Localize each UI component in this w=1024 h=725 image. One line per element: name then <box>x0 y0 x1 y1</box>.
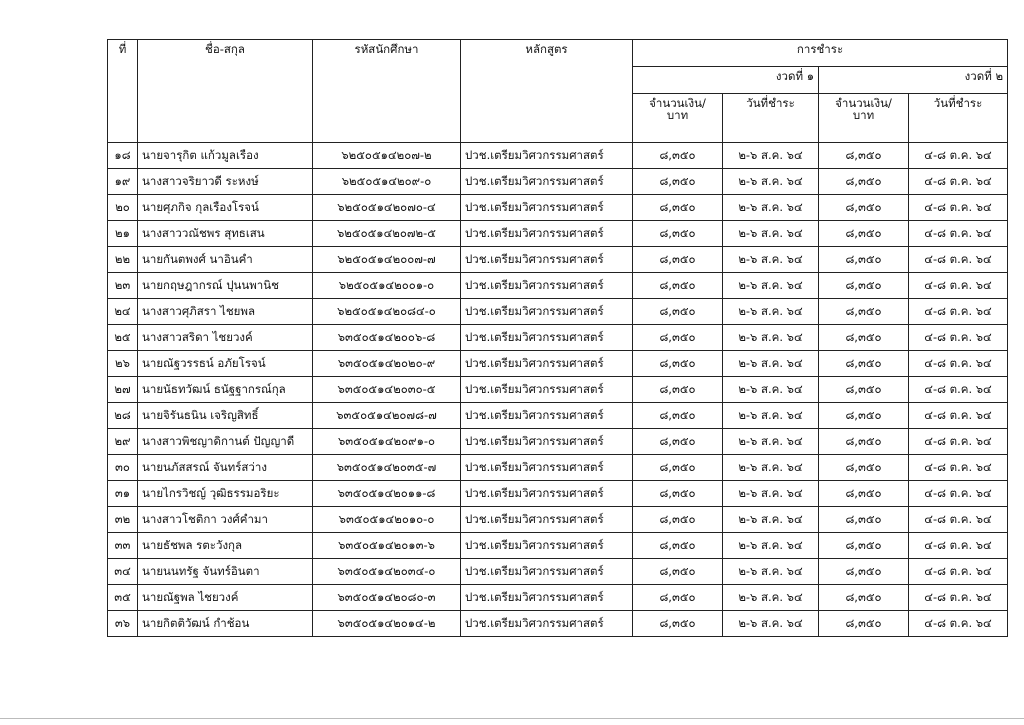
student-name: นายจารุกิต แก้วมูลเรือง <box>138 143 313 169</box>
row-number: ๒๑ <box>108 221 138 247</box>
payment-table <box>107 39 1008 637</box>
row-number: ๓๑ <box>108 481 138 507</box>
student-name: นายนภัสสรณ์ จันทร์สว่าง <box>138 455 313 481</box>
table-row <box>108 325 1008 351</box>
course-name: ปวช.เตรียมวิศวกรรมศาสตร์ <box>461 169 633 195</box>
table-row <box>108 455 1008 481</box>
student-id: ๖๓๕๐๕๑๔๒๐๐๖-๘ <box>313 325 461 351</box>
student-name: นายกิตติวัฒน์ กำช้อน <box>138 611 313 637</box>
installment-1-date: ๒-๖ ส.ค. ๖๔ <box>723 247 819 273</box>
installment-1-amount: ๘,๓๕๐ <box>633 481 723 507</box>
installment-2-amount: ๘,๓๕๐ <box>819 143 909 169</box>
student-name: นายกฤษฎากรณ์ ปุนนพานิช <box>138 273 313 299</box>
installment-2-date: ๔-๘ ต.ค. ๖๔ <box>909 585 1008 611</box>
course-name: ปวช.เตรียมวิศวกรรมศาสตร์ <box>461 507 633 533</box>
row-number: ๒๖ <box>108 351 138 377</box>
header-student-id: รหัสนักศึกษา <box>313 40 461 143</box>
installment-1-amount: ๘,๓๕๐ <box>633 533 723 559</box>
installment-2-date: ๔-๘ ต.ค. ๖๔ <box>909 481 1008 507</box>
student-name: นายกันตพงศ์ นาอินคำ <box>138 247 313 273</box>
student-id: ๖๒๕๐๕๑๔๒๐๗๒-๕ <box>313 221 461 247</box>
row-number: ๓๔ <box>108 559 138 585</box>
course-name: ปวช.เตรียมวิศวกรรมศาสตร์ <box>461 351 633 377</box>
course-name: ปวช.เตรียมวิศวกรรมศาสตร์ <box>461 533 633 559</box>
student-id: ๖๓๕๐๕๑๔๒๐๒๐-๙ <box>313 351 461 377</box>
student-name: นายธัชพล รตะวังกุล <box>138 533 313 559</box>
student-name: นางสาวโชติกา วงศ์คำมา <box>138 507 313 533</box>
student-id: ๖๓๕๐๕๑๔๒๐๑๐-๐ <box>313 507 461 533</box>
student-id: ๖๓๕๐๕๑๔๒๐๑๔-๒ <box>313 611 461 637</box>
table-row <box>108 299 1008 325</box>
installment-2-date: ๔-๘ ต.ค. ๖๔ <box>909 429 1008 455</box>
student-name: นายนัธทวัฒน์ ธนัฐฐากรณ์กุล <box>138 377 313 403</box>
student-id: ๖๓๕๐๕๑๔๒๐๙๑-๐ <box>313 429 461 455</box>
installment-1-date: ๒-๖ ส.ค. ๖๔ <box>723 299 819 325</box>
course-name: ปวช.เตรียมวิศวกรรมศาสตร์ <box>461 325 633 351</box>
installment-1-amount: ๘,๓๕๐ <box>633 559 723 585</box>
student-id: ๖๒๕๐๕๑๔๒๐๘๔-๐ <box>313 299 461 325</box>
installment-1-date: ๒-๖ ส.ค. ๖๔ <box>723 533 819 559</box>
student-name: นางสาวสริดา ไชยวงค์ <box>138 325 313 351</box>
installment-2-amount: ๘,๓๕๐ <box>819 481 909 507</box>
installment-2-date: ๔-๘ ต.ค. ๖๔ <box>909 559 1008 585</box>
installment-2-date: ๔-๘ ต.ค. ๖๔ <box>909 455 1008 481</box>
table-row <box>108 585 1008 611</box>
student-id: ๖๒๕๐๕๑๔๒๐๗-๒ <box>313 143 461 169</box>
header-date-1: วันที่ชำระ <box>723 94 819 143</box>
table-row <box>108 169 1008 195</box>
student-name: นายไกรวิชญ์ วุฒิธรรมอริยะ <box>138 481 313 507</box>
installment-1-date: ๒-๖ ส.ค. ๖๔ <box>723 169 819 195</box>
header-name: ชื่อ-สกุล <box>138 40 313 143</box>
table-row <box>108 559 1008 585</box>
installment-1-amount: ๘,๓๕๐ <box>633 455 723 481</box>
student-id: ๖๒๕๐๕๑๔๒๐๐๑-๐ <box>313 273 461 299</box>
installment-2-amount: ๘,๓๕๐ <box>819 273 909 299</box>
course-name: ปวช.เตรียมวิศวกรรมศาสตร์ <box>461 299 633 325</box>
installment-2-amount: ๘,๓๕๐ <box>819 351 909 377</box>
installment-1-amount: ๘,๓๕๐ <box>633 143 723 169</box>
course-name: ปวช.เตรียมวิศวกรรมศาสตร์ <box>461 611 633 637</box>
installment-1-amount: ๘,๓๕๐ <box>633 169 723 195</box>
student-id: ๖๓๕๐๕๑๔๒๐๑๑-๘ <box>313 481 461 507</box>
installment-1-amount: ๘,๓๕๐ <box>633 247 723 273</box>
installment-1-date: ๒-๖ ส.ค. ๖๔ <box>723 351 819 377</box>
row-number: ๓๒ <box>108 507 138 533</box>
installment-2-date: ๔-๘ ต.ค. ๖๔ <box>909 195 1008 221</box>
table-row <box>108 611 1008 637</box>
student-name: นายณัฐวรรธน์ อภัยโรจน์ <box>138 351 313 377</box>
row-number: ๒๘ <box>108 403 138 429</box>
installment-2-date: ๔-๘ ต.ค. ๖๔ <box>909 273 1008 299</box>
installment-1-date: ๒-๖ ส.ค. ๖๔ <box>723 585 819 611</box>
installment-2-date: ๔-๘ ต.ค. ๖๔ <box>909 299 1008 325</box>
course-name: ปวช.เตรียมวิศวกรรมศาสตร์ <box>461 455 633 481</box>
row-number: ๑๘ <box>108 143 138 169</box>
installment-2-amount: ๘,๓๕๐ <box>819 611 909 637</box>
row-number: ๒๗ <box>108 377 138 403</box>
installment-2-amount: ๘,๓๕๐ <box>819 533 909 559</box>
installment-2-amount: ๘,๓๕๐ <box>819 169 909 195</box>
installment-2-amount: ๘,๓๕๐ <box>819 403 909 429</box>
installment-1-amount: ๘,๓๕๐ <box>633 585 723 611</box>
table-row <box>108 221 1008 247</box>
student-name: นายศุภกิจ กุลเรืองโรจน์ <box>138 195 313 221</box>
installment-1-date: ๒-๖ ส.ค. ๖๔ <box>723 507 819 533</box>
row-number: ๒๙ <box>108 429 138 455</box>
installment-1-amount: ๘,๓๕๐ <box>633 429 723 455</box>
installment-2-date: ๔-๘ ต.ค. ๖๔ <box>909 247 1008 273</box>
table-row <box>108 481 1008 507</box>
installment-2-amount: ๘,๓๕๐ <box>819 377 909 403</box>
installment-2-date: ๔-๘ ต.ค. ๖๔ <box>909 533 1008 559</box>
student-id: ๖๓๕๐๕๑๔๒๐๘๐-๓ <box>313 585 461 611</box>
header-amount-1: จำนวนเงิน/ บาท <box>633 94 723 143</box>
installment-2-date: ๔-๘ ต.ค. ๖๔ <box>909 377 1008 403</box>
table-row <box>108 403 1008 429</box>
installment-1-date: ๒-๖ ส.ค. ๖๔ <box>723 611 819 637</box>
table-row <box>108 377 1008 403</box>
course-name: ปวช.เตรียมวิศวกรรมศาสตร์ <box>461 143 633 169</box>
installment-1-date: ๒-๖ ส.ค. ๖๔ <box>723 195 819 221</box>
footer-divider <box>0 718 1024 720</box>
student-name: นางสาววณัชพร สุทธเสน <box>138 221 313 247</box>
student-id: ๖๓๕๐๕๑๔๒๐๑๓-๖ <box>313 533 461 559</box>
table-row <box>108 195 1008 221</box>
installment-2-amount: ๘,๓๕๐ <box>819 195 909 221</box>
installment-1-amount: ๘,๓๕๐ <box>633 273 723 299</box>
installment-1-amount: ๘,๓๕๐ <box>633 325 723 351</box>
installment-1-date: ๒-๖ ส.ค. ๖๔ <box>723 273 819 299</box>
course-name: ปวช.เตรียมวิศวกรรมศาสตร์ <box>461 377 633 403</box>
course-name: ปวช.เตรียมวิศวกรรมศาสตร์ <box>461 585 633 611</box>
installment-2-amount: ๘,๓๕๐ <box>819 455 909 481</box>
installment-2-amount: ๘,๓๕๐ <box>819 585 909 611</box>
table-row <box>108 247 1008 273</box>
row-number: ๒๔ <box>108 299 138 325</box>
installment-1-date: ๒-๖ ส.ค. ๖๔ <box>723 403 819 429</box>
student-id: ๖๓๕๐๕๑๔๒๐๗๘-๗ <box>313 403 461 429</box>
installment-1-date: ๒-๖ ส.ค. ๖๔ <box>723 481 819 507</box>
installment-1-date: ๒-๖ ส.ค. ๖๔ <box>723 377 819 403</box>
installment-1-amount: ๘,๓๕๐ <box>633 507 723 533</box>
installment-1-amount: ๘,๓๕๐ <box>633 403 723 429</box>
table-row <box>108 143 1008 169</box>
table-row <box>108 273 1008 299</box>
installment-1-amount: ๘,๓๕๐ <box>633 221 723 247</box>
header-date-2: วันที่ชำระ <box>909 94 1008 143</box>
student-id: ๖๒๕๐๕๑๔๒๐๗๐-๔ <box>313 195 461 221</box>
installment-2-amount: ๘,๓๕๐ <box>819 221 909 247</box>
header-installment-1: งวดที่ ๑ <box>633 67 819 94</box>
student-id: ๖๒๕๐๕๑๔๒๐๐๗-๗ <box>313 247 461 273</box>
row-number: ๓๓ <box>108 533 138 559</box>
installment-1-date: ๒-๖ ส.ค. ๖๔ <box>723 143 819 169</box>
table-row <box>108 429 1008 455</box>
installment-2-date: ๔-๘ ต.ค. ๖๔ <box>909 143 1008 169</box>
installment-1-date: ๒-๖ ส.ค. ๖๔ <box>723 559 819 585</box>
header-amount-2: จำนวนเงิน/ บาท <box>819 94 909 143</box>
installment-2-amount: ๘,๓๕๐ <box>819 559 909 585</box>
row-number: ๒๒ <box>108 247 138 273</box>
header-payment: การชำระ <box>633 40 1008 67</box>
row-number: ๓๖ <box>108 611 138 637</box>
installment-1-date: ๒-๖ ส.ค. ๖๔ <box>723 455 819 481</box>
installment-1-amount: ๘,๓๕๐ <box>633 611 723 637</box>
course-name: ปวช.เตรียมวิศวกรรมศาสตร์ <box>461 247 633 273</box>
installment-2-amount: ๘,๓๕๐ <box>819 299 909 325</box>
installment-2-amount: ๘,๓๕๐ <box>819 247 909 273</box>
table-row <box>108 533 1008 559</box>
student-id: ๖๒๕๐๕๑๔๒๐๙-๐ <box>313 169 461 195</box>
installment-1-date: ๒-๖ ส.ค. ๖๔ <box>723 429 819 455</box>
installment-1-amount: ๘,๓๕๐ <box>633 299 723 325</box>
installment-2-date: ๔-๘ ต.ค. ๖๔ <box>909 221 1008 247</box>
installment-2-amount: ๘,๓๕๐ <box>819 325 909 351</box>
installment-1-amount: ๘,๓๕๐ <box>633 351 723 377</box>
header-course: หลักสูตร <box>461 40 633 143</box>
header-installment-2: งวดที่ ๒ <box>819 67 1008 94</box>
installment-2-amount: ๘,๓๕๐ <box>819 429 909 455</box>
student-id: ๖๓๕๐๕๑๔๒๐๓๔-๐ <box>313 559 461 585</box>
student-id: ๖๓๕๐๕๑๔๒๐๓๕-๗ <box>313 455 461 481</box>
installment-2-date: ๔-๘ ต.ค. ๖๔ <box>909 325 1008 351</box>
student-name: นางสาวจริยาวดี ระหงษ์ <box>138 169 313 195</box>
table-row <box>108 351 1008 377</box>
student-name: นายณัฐพล ไชยวงค์ <box>138 585 313 611</box>
course-name: ปวช.เตรียมวิศวกรรมศาสตร์ <box>461 481 633 507</box>
installment-2-date: ๔-๘ ต.ค. ๖๔ <box>909 611 1008 637</box>
student-name: นายนนทรัฐ จันทร์อินตา <box>138 559 313 585</box>
row-number: ๒๐ <box>108 195 138 221</box>
header-no: ที่ <box>108 40 138 143</box>
course-name: ปวช.เตรียมวิศวกรรมศาสตร์ <box>461 559 633 585</box>
student-name: นายจิรันธนิน เจริญสิทธิ์ <box>138 403 313 429</box>
table-body <box>108 143 1008 637</box>
course-name: ปวช.เตรียมวิศวกรรมศาสตร์ <box>461 273 633 299</box>
installment-2-date: ๔-๘ ต.ค. ๖๔ <box>909 169 1008 195</box>
student-name: นางสาวศุภิสรา ไชยพล <box>138 299 313 325</box>
row-number: ๒๓ <box>108 273 138 299</box>
installment-2-date: ๔-๘ ต.ค. ๖๔ <box>909 351 1008 377</box>
row-number: ๑๙ <box>108 169 138 195</box>
table-row <box>108 507 1008 533</box>
installment-1-amount: ๘,๓๕๐ <box>633 377 723 403</box>
installment-2-date: ๔-๘ ต.ค. ๖๔ <box>909 507 1008 533</box>
row-number: ๒๕ <box>108 325 138 351</box>
student-name: นางสาวพิชญาดิกานต์ ปัญญาดี <box>138 429 313 455</box>
installment-1-date: ๒-๖ ส.ค. ๖๔ <box>723 325 819 351</box>
installment-1-amount: ๘,๓๕๐ <box>633 195 723 221</box>
installment-2-date: ๔-๘ ต.ค. ๖๔ <box>909 403 1008 429</box>
course-name: ปวช.เตรียมวิศวกรรมศาสตร์ <box>461 403 633 429</box>
course-name: ปวช.เตรียมวิศวกรรมศาสตร์ <box>461 195 633 221</box>
row-number: ๓๐ <box>108 455 138 481</box>
course-name: ปวช.เตรียมวิศวกรรมศาสตร์ <box>461 221 633 247</box>
course-name: ปวช.เตรียมวิศวกรรมศาสตร์ <box>461 429 633 455</box>
installment-1-date: ๒-๖ ส.ค. ๖๔ <box>723 221 819 247</box>
row-number: ๓๕ <box>108 585 138 611</box>
installment-2-amount: ๘,๓๕๐ <box>819 507 909 533</box>
student-id: ๖๓๕๐๕๑๔๒๐๓๐-๕ <box>313 377 461 403</box>
